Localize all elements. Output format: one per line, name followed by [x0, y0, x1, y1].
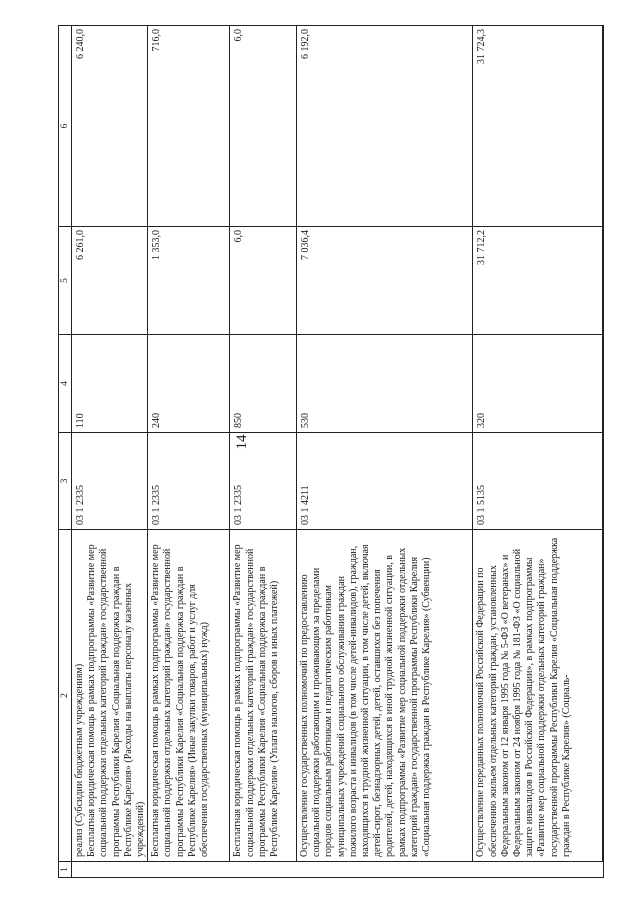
header-col-2: 2: [59, 530, 72, 862]
continuation-text: реализ (Субсидии бюджетным учреждениям): [74, 663, 85, 857]
row-target-code: 03 1 4211: [297, 433, 473, 530]
row-description: Осуществление переданных полномочий Российской Федерации по обеспечению жильем отдельных категорий граждан, установленных Федеральным законом от 12 января 1995 года № 5-ФЗ «О ветеранах» и Федеральным законом от 24 ноября 1995 года № 181-ФЗ «О социальной защите инвалидов в Российской Федерации», в рамках подпрограммы «Развитие мер социальной поддержки отдельных категорий граждан» государственной программы Республики Карелия «Социальная поддержка граждан в Республике Карелия» (Социаль-: [473, 530, 602, 862]
row-value-col5: 1 353,0: [148, 227, 230, 335]
row-expense-type: 110: [72, 335, 148, 433]
rotated-table-container: [58, 26, 604, 878]
table-row: [473, 26, 602, 878]
row-value-col6: 31 724,3: [473, 26, 602, 227]
row-value-col6: 6 192,0: [297, 26, 473, 227]
row-expense-type: 850: [230, 335, 297, 433]
page-number: 14: [234, 434, 250, 450]
row-value-col5: 7 036,4: [297, 227, 473, 335]
table-row: [297, 26, 473, 878]
row-target-code: 03 1 5135: [473, 433, 602, 530]
row-value-col6: 6 240,0: [72, 26, 148, 227]
table-row: [148, 26, 230, 878]
header-col-6: 6: [59, 26, 72, 227]
first-column-cell: [72, 862, 604, 878]
row-value-col5: 31 712,2: [473, 227, 602, 335]
row-description: Бесплатная юридическая помощь в рамках подпрограммы «Развитие мер социальной поддержки отдельных категорий граждан» государственной программы Республики Карелия «Социальная поддержка граждан в Республике Карелия» (Расходы на выплаты персоналу казенных учреждений): [86, 544, 147, 857]
row-expense-type: 320: [473, 335, 602, 433]
table-row: [72, 26, 148, 878]
table-row: [230, 26, 297, 878]
table-filler-row: [602, 26, 603, 878]
row-value-col6: 6,0: [230, 26, 297, 227]
row-target-code: 03 1 2335: [72, 433, 148, 530]
header-col-1: 1: [59, 862, 72, 878]
row-description: Бесплатная юридическая помощь в рамках подпрограммы «Развитие мер социальной поддержки отдельных категорий граждан» государственной программы Республики Карелия «Социальная поддержка граждан в Республике Карелия» (Иные закупки товаров, работ и услуг для обеспечения государственных (муниципальных) нужд): [148, 530, 230, 862]
header-col-4: 4: [59, 335, 72, 433]
row-value-col5: 6 261,0: [72, 227, 148, 335]
row-expense-type: 530: [297, 335, 473, 433]
header-col-5: 5: [59, 227, 72, 335]
budget-table: [58, 25, 604, 878]
row-value-col5: 6,0: [230, 227, 297, 335]
header-row: [59, 26, 72, 878]
row-expense-type: 240: [148, 335, 230, 433]
row-target-code: 03 1 2335: [148, 433, 230, 530]
row-description: Бесплатная юридическая помощь в рамках подпрограммы «Развитие мер социальной поддержки отдельных категорий граждан» государственной программы Республики Карелия «Социальная поддержка граждан в Республике Карелия» (Уплата налогов, сборов и иных платежей): [230, 530, 297, 862]
row-value-col6: 716,0: [148, 26, 230, 227]
header-col-3: 3: [59, 433, 72, 530]
row-target-code: 03 1 2335: [230, 433, 297, 530]
row-description: Осуществление государственных полномочий по предоставлению социальной поддержки работающим и проживающим за пределами городов социальным работникам и педагогическим работникам муниципальных учреждений социального обслуживания граждан пожилого возраста и инвалидов (в том числе детей-инвалидов), граждан, находящихся в трудной жизненной ситуации, в том числе детей, включая детей-сирот, безнадзорных детей, детей, оставшихся без попечения родителей, детей, находящихся в иной трудной жизненной ситуации, в рамках подпрограммы «Развитие мер социальной поддержки отдельных категорий граждан» государственной программы Республики Карелия «Социальная поддержка граждан в Республике Карелия» (Субвенции): [297, 530, 473, 862]
